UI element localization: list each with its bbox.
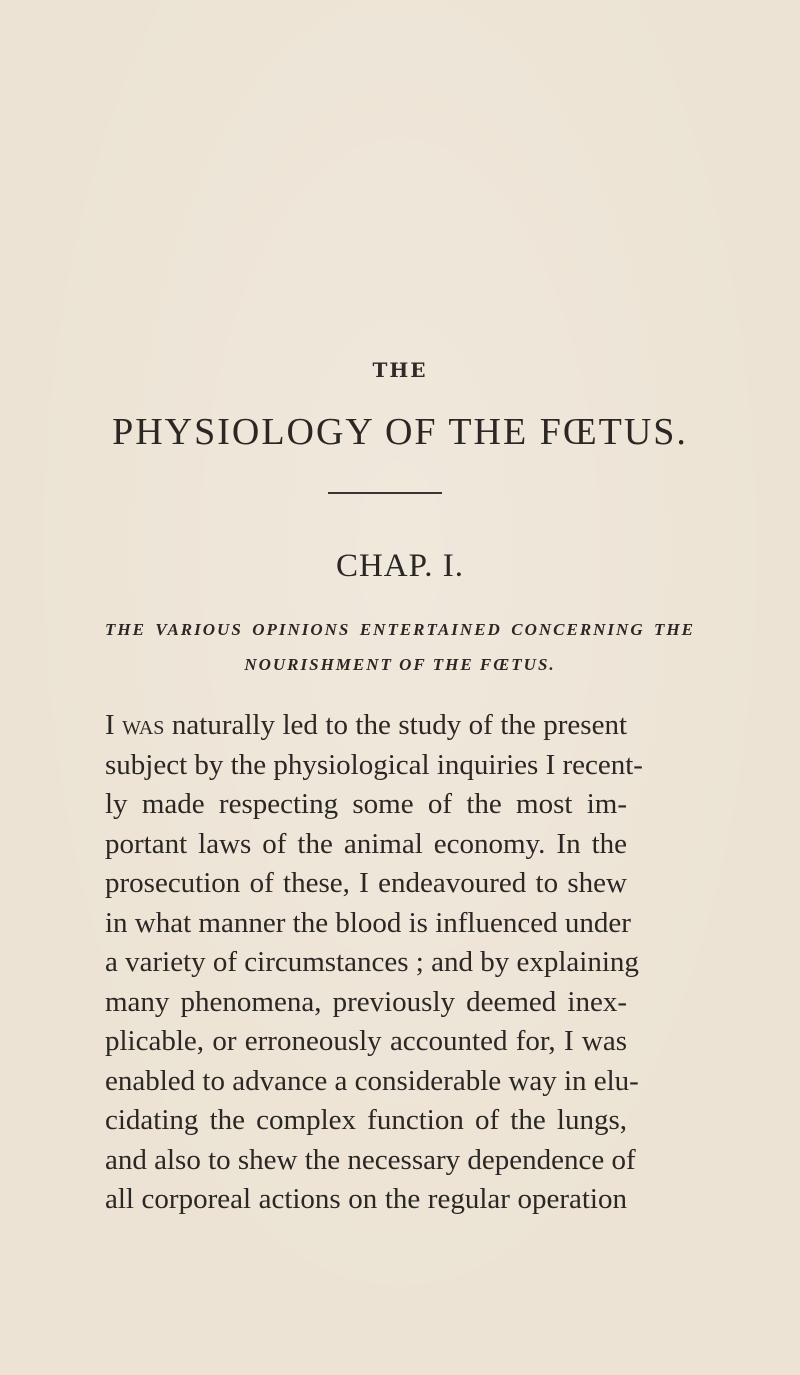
body-line: enabled to advance a considerable way in elu- xyxy=(105,1064,639,1097)
body-line: many phenomena, previously deemed inex- xyxy=(105,985,627,1018)
body-line: prosecution of these, I endeavoured to shew xyxy=(105,867,627,899)
chapter-subtitle-line-1: THE VARIOUS OPINIONS ENTERTAINED CONCERNING THE xyxy=(105,620,695,639)
chapter-subtitle xyxy=(105,612,695,682)
body-line: a variety of circumstances ; and by explaining xyxy=(105,946,639,978)
body-line: all corporeal actions on the regular operation xyxy=(105,1183,627,1215)
body-line: ly made respecting some of the most im- xyxy=(105,788,627,820)
body-initial: I xyxy=(105,709,115,741)
body-line: plicable, or erroneously accounted for, I was xyxy=(105,1025,627,1057)
body-small-caps: was xyxy=(122,709,165,741)
body-line xyxy=(105,706,627,746)
body-line-text: naturally led to the study of the present xyxy=(164,709,627,741)
body-line: cidating the complex function of the lungs, xyxy=(105,1104,627,1136)
page-title: PHYSIOLOGY OF THE FŒTUS. xyxy=(112,411,688,453)
body-line: in what manner the blood is influenced under xyxy=(105,906,631,939)
chapter-subtitle-line-2: NOURISHMENT OF THE FŒTUS. xyxy=(244,655,556,674)
title-divider xyxy=(328,492,442,494)
body-line: portant laws of the animal economy. In the xyxy=(105,827,627,860)
body-line: subject by the physiological inquiries I recent- xyxy=(105,748,643,781)
body-line: and also to shew the necessary dependence of xyxy=(105,1143,636,1176)
chapter-heading: CHAP. I. xyxy=(335,548,465,584)
body-paragraph xyxy=(105,706,643,1220)
title-prefix: THE xyxy=(372,358,428,382)
